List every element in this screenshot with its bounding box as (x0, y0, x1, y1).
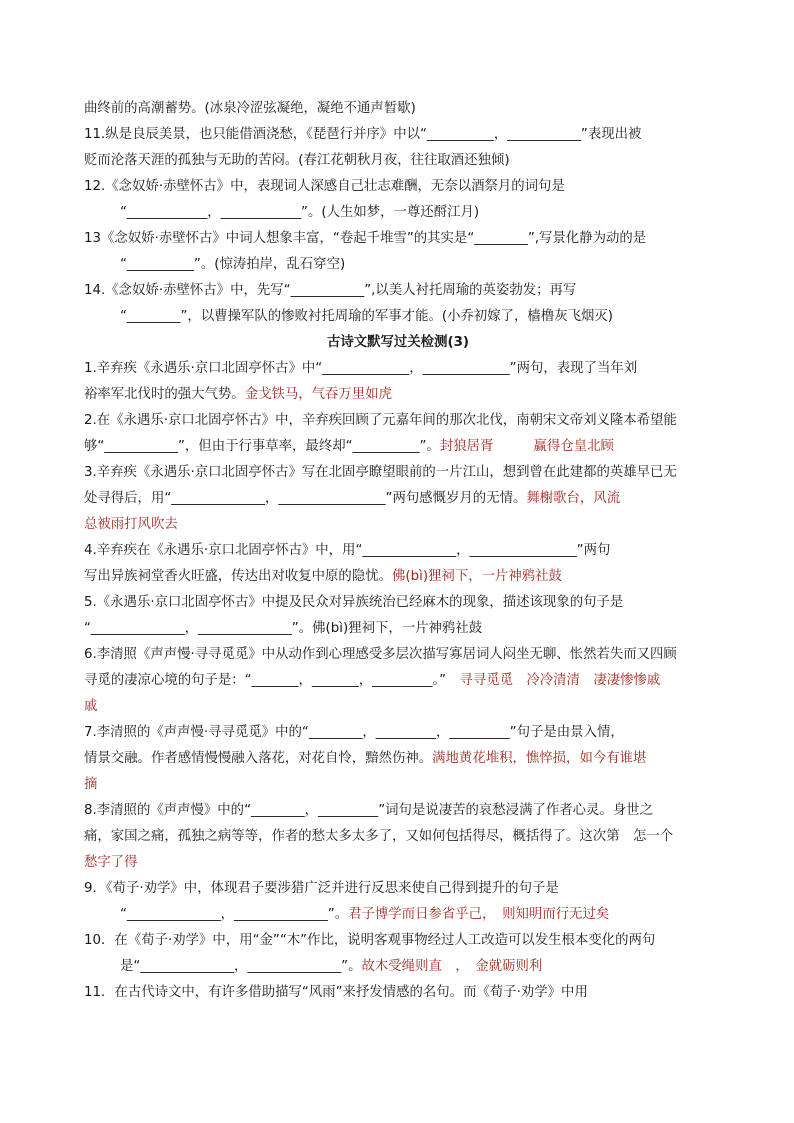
text-line (84, 304, 712, 330)
question-text: 13《念奴娇·赤壁怀古》中词人想象丰富，“卷起千堆雪”的其实是“________”,写景化静为动的是 (84, 231, 647, 246)
answer-text: 故木受绳则直 ， 金就砺则利 (361, 959, 543, 974)
text-line (84, 148, 712, 174)
text-line (84, 564, 712, 590)
question-text: “____________，____________”。(人生如梦，一尊还酹江月) (120, 205, 480, 220)
question-text: 8.李清照的《声声慢》中的“________，_________”词句是说凄苦的哀愁浸满了作者心灵。身世之 (84, 803, 653, 818)
question-text: 是“______________，______________”。 (120, 959, 362, 974)
question-text: 11．在古代诗文中，有许多借助描写“风雨”来抒发情感的名句。而《荀子·劝学》中用 (84, 985, 588, 1000)
question-text: 1.辛弃疾《永遇乐·京口北固亭怀古》中“_____________，_____________”两句，表现了当年刘 (84, 361, 638, 376)
text-line (84, 512, 712, 538)
text-line (84, 902, 712, 928)
text-line (84, 200, 712, 226)
answer-text: 佛(bì)狸祠下，一片神鸦社鼓 (391, 569, 562, 584)
question-text: 10．在《荀子·劝学》中，用“金”“木”作比，说明客观事物经过人工改造可以发生根本变化的两句 (84, 933, 656, 948)
text-line (84, 980, 712, 1006)
text-line (84, 434, 712, 460)
question-text: 2.在《永遇乐·京口北固亭怀古》中，辛弃疾回顾了元嘉年间的那次北伐，南朝宋文帝刘义隆本希望能 (84, 413, 677, 428)
text-line (84, 954, 712, 980)
text-line (84, 96, 712, 122)
text-line (84, 928, 712, 954)
question-text: 11.纵是良辰美景，也只能借酒浇愁，《琵琶行并序》中以“__________，___________”表现出被 (84, 127, 642, 142)
text-line (84, 122, 712, 148)
answer-text: 寻寻觅觅 冷冷清清 凄凄惨惨戚 (459, 673, 661, 688)
text-line (84, 720, 712, 746)
text-line (84, 798, 712, 824)
text-line (84, 486, 712, 512)
question-text: 14.《念奴娇·赤壁怀古》中，先写“___________”,以美人衬托周瑜的英姿勃发；再写 (84, 283, 577, 298)
text-line (84, 382, 712, 408)
document-page (84, 96, 712, 1006)
question-text: 够“___________”，但由于行事草率，最终却“__________”。 (84, 439, 440, 454)
text-line (84, 252, 712, 278)
text-line (84, 460, 712, 486)
text-line (84, 590, 712, 616)
question-text: 处寻得后，用“______________，________________”两句感慨岁月的无情。 (84, 491, 527, 506)
text-line (84, 694, 712, 720)
answer-text: 满地黄花堆积，憔悴损，如今有谁堪 (432, 751, 647, 766)
question-text: 6.李清照《声声慢·寻寻觅觅》中从动作到心理感受多层次描写寡居词人闷坐无聊、怅然若失而又四顾 (84, 647, 677, 662)
question-text: “________”，以曹操军队的惨败衬托周瑜的军事才能。(小乔初嫁了，樯橹灰飞烟灭) (120, 309, 613, 324)
answer-text: 愁字了得 (84, 855, 138, 870)
question-text: “______________，______________”。佛(bì)狸祠下，一片神鸦社鼓 (84, 621, 483, 636)
question-text: 写出异族祠堂香火旺盛，传达出对收复中原的隐忧。 (84, 569, 392, 584)
text-line (84, 746, 712, 772)
text-line (84, 642, 712, 668)
text-line (84, 538, 712, 564)
section-title (84, 330, 712, 356)
question-text: 寻觅的凄凉心境的句子是：“_______，_______，_________。” (84, 673, 460, 688)
question-text: 7.李清照的《声声慢·寻寻觅觅》中的“________，_________，_________”句子是由景入情， (84, 725, 624, 740)
answer-text: 金戈铁马，气吞万里如虎 (244, 387, 392, 402)
answer-text: 戚 (84, 699, 98, 714)
question-text: 裕率军北伐时的强大气势。 (84, 387, 245, 402)
question-text: 古诗文默写过关检测(3) (326, 335, 470, 350)
question-text: “______________，______________”。 (120, 907, 349, 922)
question-text: 9．《荀子·劝学》中，体现君子要涉猎广泛并进行反思来使自己得到提升的句子是 (84, 881, 559, 896)
text-line (84, 772, 712, 798)
text-line (84, 824, 712, 850)
text-line (84, 616, 712, 642)
text-line (84, 876, 712, 902)
answer-text: 舞榭歌台，风流 (526, 491, 621, 506)
question-text: 痛，家国之痛，孤独之病等等，作者的愁太多太多了，又如何包括得尽，概括得了。这次第 怎一个 (84, 829, 674, 844)
question-text: 曲终前的高潮蓄势。(冰泉冷涩弦凝绝，凝绝不通声暂歇) (84, 101, 416, 116)
question-text: 12.《念奴娇·赤壁怀古》中，表现词人深感自己壮志难酬，无奈以酒祭月的词句是 (84, 179, 565, 194)
answer-text: 总被雨打风吹去 (84, 517, 178, 532)
text-line (84, 226, 712, 252)
question-text: 5.《永遇乐·京口北固亭怀古》中提及民众对异族统治已经麻木的现象，描述该现象的句子是 (84, 595, 624, 610)
text-line (84, 408, 712, 434)
question-text: 3.辛弃疾《永遇乐·京口北固亭怀古》写在北固亭瞭望眼前的一片江山，想到曾在此建都的英雄早已无 (84, 465, 677, 480)
question-text: 情景交融。作者感情慢慢融入落花，对花自怜，黯然伤神。 (84, 751, 433, 766)
question-text: 4.辛弃疾在《永遇乐·京口北固亭怀古》中，用“______________，________________”两句 (84, 543, 611, 558)
answer-text: 君子博学而日参省乎己， 则知明而行无过矣 (348, 907, 610, 922)
answer-text: 摘 (84, 777, 98, 792)
question-text: “__________”。(惊涛拍岸，乱石穿空) (120, 257, 346, 272)
answer-text: 封狼居胥 赢得仓皇北顾 (439, 439, 614, 454)
question-text: 贬而沦落天涯的孤独与无助的苦闷。(春江花朝秋月夜，往往取酒还独倾) (84, 153, 510, 168)
text-line (84, 850, 712, 876)
text-line (84, 356, 712, 382)
text-line (84, 278, 712, 304)
text-line (84, 174, 712, 200)
text-line (84, 668, 712, 694)
